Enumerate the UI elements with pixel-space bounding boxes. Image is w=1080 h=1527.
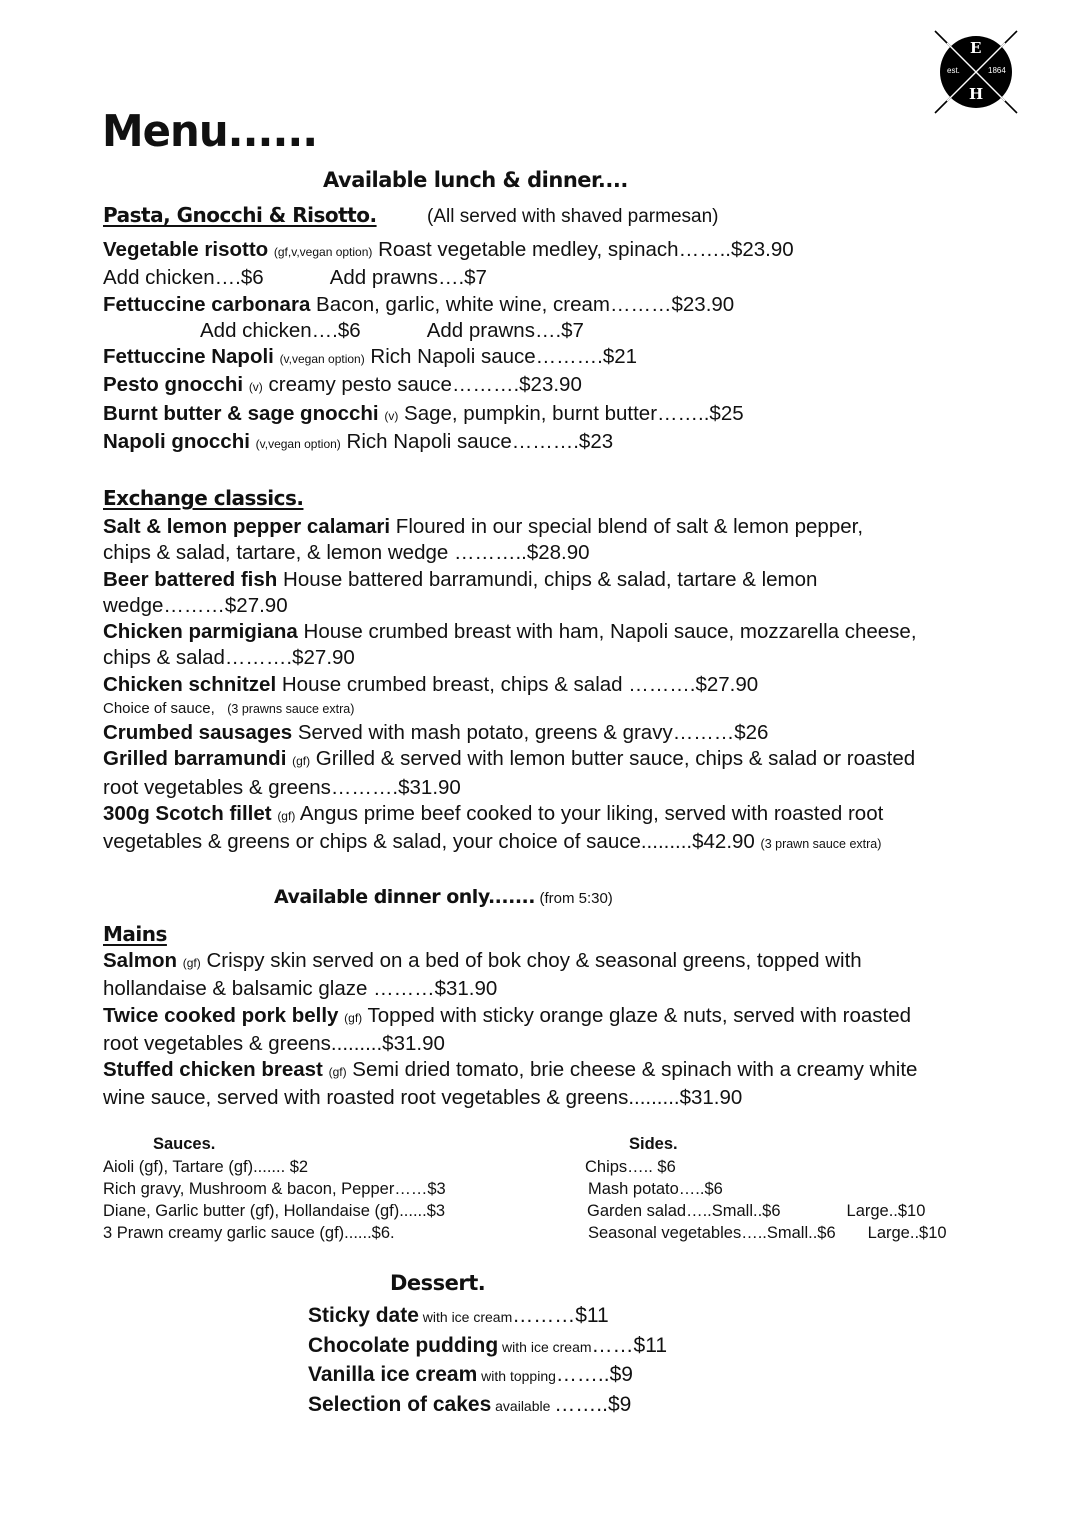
menu-item — [103, 720, 917, 746]
item-description: House crumbed breast, chips & salad ……….$27.90 — [276, 672, 759, 696]
sauce-item: Diane, Garlic butter (gf), Hollandaise (gf)......$3 — [103, 1202, 446, 1220]
sides-heading: Sides. — [629, 1135, 678, 1153]
menu-item — [103, 948, 917, 976]
item-description: Bacon, garlic, white wine, cream………$23.90 — [310, 292, 735, 316]
item-description: Topped with sticky orange glaze & nuts, served with roasted — [362, 1003, 912, 1027]
item-diet-tag: (gf) — [182, 956, 201, 970]
dessert-item — [308, 1302, 667, 1332]
side-text: Mash potato…..$6 — [588, 1180, 723, 1198]
pasta-list — [103, 237, 794, 457]
menu-item — [103, 672, 917, 698]
eh-logo — [933, 29, 1019, 115]
dessert-item — [308, 1332, 667, 1362]
sauces-heading: Sauces. — [153, 1135, 216, 1153]
side-large-price: Large..$10 — [867, 1224, 947, 1242]
item-description: Served with mash potato, greens & gravy………$26 — [292, 721, 769, 745]
dinner-only-header — [274, 886, 613, 908]
menu-item — [103, 514, 917, 540]
sauces-list — [103, 1156, 446, 1244]
item-name: Sticky date — [308, 1304, 419, 1327]
item-diet-tag: (gf) — [277, 808, 296, 823]
menu-item — [103, 429, 794, 457]
dinner-only-note: (from 5:30) — [539, 890, 613, 907]
side-text: Chips….. $6 — [585, 1158, 676, 1176]
item-name: Fettuccine carbonara — [103, 292, 311, 316]
item-description: Sage, pumpkin, burnt butter……..$25 — [398, 401, 744, 425]
item-price-line: vegetables & greens or chips & salad, your choice of sauce.........$42.90 — [103, 830, 755, 854]
dessert-list — [308, 1302, 667, 1420]
side-large-price: Large..$10 — [846, 1202, 926, 1220]
pasta-note: (All served with shaved parmesan) — [427, 206, 719, 227]
prawn-sauce-extra: (3 prawn sauce extra) — [760, 837, 882, 852]
item-description-cont: root vegetables & greens……….$31.90 — [103, 775, 461, 799]
addon-chicken: Add chicken….$6 — [200, 318, 361, 342]
mains-heading: Mains — [103, 922, 167, 946]
item-diet-tag: (gf) — [344, 1010, 363, 1025]
item-name: Vegetable risotto — [103, 238, 269, 261]
item-name: Burnt butter & sage gnocchi — [103, 401, 379, 425]
item-name: Salt & lemon pepper calamari — [103, 515, 391, 538]
item-description: Floured in our special blend of salt & lemon pepper, — [390, 515, 864, 538]
item-description: Angus prime beef cooked to your liking, served with roasted root — [295, 801, 884, 825]
menu-item — [103, 619, 917, 645]
logo-est: est. — [947, 66, 960, 75]
pasta-heading: Pasta, Gnocchi & Risotto. — [103, 203, 377, 227]
dessert-item — [308, 1391, 667, 1421]
item-name: Beer battered fish — [103, 567, 278, 591]
item-name: Chocolate pudding — [308, 1333, 499, 1357]
menu-item — [103, 1057, 917, 1085]
item-description: with ice cream — [498, 1338, 592, 1355]
dessert-heading: Dessert. — [390, 1271, 486, 1295]
sauce-item: Rich gravy, Mushroom & bacon, Pepper……$3 — [103, 1180, 446, 1198]
menu-item — [103, 1003, 917, 1031]
item-name: 300g Scotch fillet — [103, 801, 272, 825]
item-diet-tag: (v,vegan option) — [255, 437, 341, 452]
item-description: available — [491, 1397, 555, 1414]
sauce-note-line — [103, 698, 917, 720]
item-name: Crumbed sausages — [103, 721, 293, 745]
item-diet-tag: (gf) — [292, 754, 311, 769]
menu-item — [103, 292, 794, 318]
item-name: Napoli gnocchi — [103, 430, 250, 454]
addon-line — [103, 265, 794, 291]
page-title: Menu...... — [102, 106, 318, 157]
item-description: House crumbed breast with ham, Napoli sauce, mozzarella cheese, — [297, 620, 917, 644]
item-description: Roast vegetable medley, spinach……..$23.90 — [372, 238, 794, 261]
item-price: ………$11 — [512, 1304, 609, 1327]
item-description: with ice cream — [418, 1309, 513, 1325]
addon-prawns: Add prawns….$7 — [426, 318, 584, 342]
item-diet-tag: (v,vegan option) — [279, 352, 365, 367]
menu-item — [103, 237, 794, 265]
sauce-item: 3 Prawn creamy garlic sauce (gf)......$6. — [103, 1224, 395, 1242]
item-description-cont: wine sauce, served with roasted root vegetables & greens.........$31.90 — [103, 1086, 743, 1110]
logo-letter-top: E — [970, 39, 982, 57]
menu-item — [103, 372, 794, 400]
side-item — [585, 1200, 947, 1222]
item-diet-tag: (gf) — [328, 1065, 347, 1080]
sauce-item: Aioli (gf), Tartare (gf)....... $2 — [103, 1158, 309, 1176]
item-name: Vanilla ice cream — [308, 1363, 478, 1386]
side-item — [585, 1156, 947, 1178]
item-price: ……..$9 — [555, 1363, 633, 1386]
mains-list — [103, 948, 917, 1112]
item-description: Grilled & served with lemon butter sauce, chips & salad or roasted — [310, 747, 916, 771]
classics-heading: Exchange classics. — [103, 486, 304, 510]
addon-prawns: Add prawns….$7 — [329, 266, 487, 290]
item-description-cont: root vegetables & greens.........$31.90 — [103, 1031, 445, 1055]
item-name: Fettuccine Napoli — [103, 345, 274, 369]
side-text: Seasonal vegetables…..Small..$6 — [588, 1224, 836, 1242]
addon-line — [103, 318, 794, 344]
item-description: creamy pesto sauce……….$23.90 — [262, 373, 582, 397]
item-description-cont — [103, 829, 917, 857]
item-diet-tag: (v) — [384, 408, 399, 423]
item-diet-tag: (gf,v,vegan option) — [273, 245, 373, 259]
side-text: Garden salad…..Small..$6 — [587, 1202, 781, 1220]
item-price: ……$11 — [591, 1333, 667, 1357]
menu-item — [103, 567, 917, 593]
sauce-choice: Choice of sauce, — [103, 700, 215, 718]
dinner-only-heading: Available dinner only....... — [274, 886, 535, 908]
item-description-cont: wedge………$27.90 — [103, 593, 288, 617]
lunch-dinner-heading: Available lunch & dinner.... — [323, 168, 628, 192]
sides-list — [585, 1156, 947, 1244]
classics-list — [103, 514, 917, 858]
item-description-cont: chips & salad……….$27.90 — [103, 646, 355, 670]
item-description-cont: hollandaise & balsamic glaze ………$31.90 — [103, 977, 498, 1001]
item-name: Stuffed chicken breast — [103, 1058, 323, 1082]
item-description: House battered barramundi, chips & salad, tartare & lemon — [277, 567, 818, 591]
item-description: Rich Napoli sauce……….$21 — [364, 345, 638, 369]
dessert-item — [308, 1361, 667, 1391]
item-name: Twice cooked pork belly — [103, 1003, 339, 1027]
item-price: ……..$9 — [554, 1392, 632, 1416]
item-name: Grilled barramundi — [103, 747, 287, 771]
item-name: Pesto gnocchi — [103, 373, 244, 397]
side-item — [585, 1178, 947, 1200]
pasta-section-header — [103, 203, 719, 228]
item-description: with topping — [477, 1368, 556, 1384]
item-description: Rich Napoli sauce……….$23 — [340, 430, 614, 454]
item-diet-tag: (v) — [248, 380, 263, 395]
menu-item — [103, 746, 917, 774]
item-description-cont: chips & salad, tartare, & lemon wedge ………..$28.90 — [103, 541, 590, 565]
side-item — [585, 1222, 947, 1244]
item-name: Chicken parmigiana — [103, 620, 298, 644]
item-description: Crispy skin served on a bed of bok choy & seasonal greens, topped with — [200, 949, 862, 972]
item-name: Salmon — [103, 949, 178, 972]
logo-year: 1864 — [988, 66, 1006, 75]
item-description: Semi dried tomato, brie cheese & spinach with a creamy white — [346, 1058, 918, 1082]
item-name: Selection of cakes — [308, 1392, 492, 1416]
sauce-extra: (3 prawns sauce extra) — [227, 702, 355, 717]
logo-letter-bottom: H — [969, 85, 984, 103]
menu-item — [103, 801, 917, 829]
addon-chicken: Add chicken….$6 — [103, 266, 264, 290]
menu-item — [103, 401, 794, 429]
item-name: Chicken schnitzel — [103, 672, 277, 696]
menu-item — [103, 344, 794, 372]
